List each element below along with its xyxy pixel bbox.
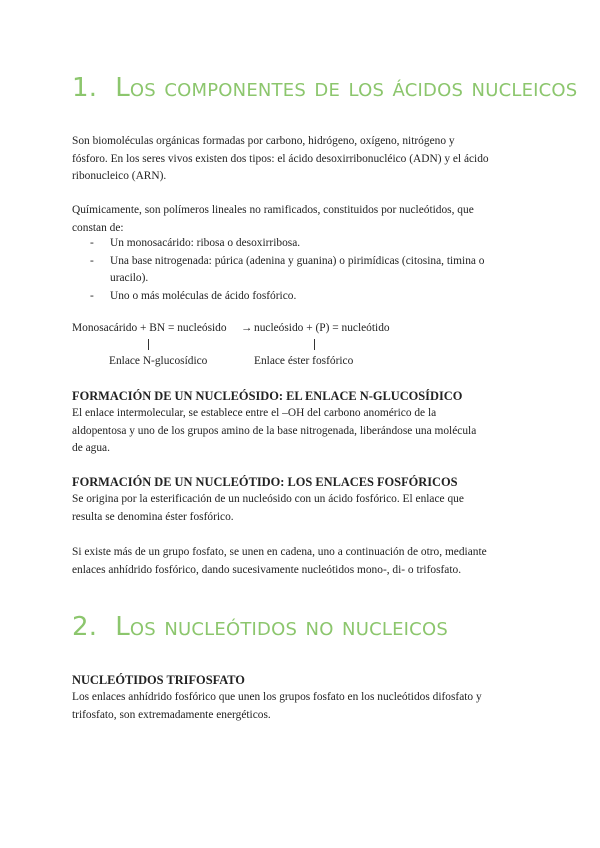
list-item-text: uracilo). <box>110 272 149 285</box>
triphosphate-line: trifosfato, son extremadamente energéticos. <box>72 708 271 721</box>
section-1-heading <box>72 73 577 103</box>
list-item-text: Uno o más moléculas de ácido fosfórico. <box>110 289 297 302</box>
triphosphate-line: Los enlaces anhídrido fosfórico que unen los grupos fosfato en los nucleótidos difosfato y <box>72 691 482 703</box>
section-2-heading <box>72 612 448 642</box>
chemistry-paragraph <box>72 202 528 237</box>
list-item-text: Una base nitrogenada: púrica (adenina y guanina) o pirimídicas (citosina, timina o <box>110 254 485 267</box>
nucleoside-paragraph <box>72 405 528 458</box>
triphosphate-heading: NUCLEÓTIDOS TRIFOSFATO <box>72 673 245 687</box>
list-item <box>72 288 528 306</box>
section-1-number: 1. <box>72 73 98 103</box>
intro-line: Son biomoléculas orgánicas formadas por carbono, hidrógeno, oxígeno, nitrógeno y <box>72 135 455 147</box>
list-item-text: Un monosacárido: ribosa o desoxirribosa. <box>110 237 301 249</box>
list-dash: - <box>90 289 94 302</box>
section-2-title: Los nucleótidos no nucleicos <box>115 612 448 642</box>
nucleotide-line: resulta se denomina éster fosfórico. <box>72 510 234 523</box>
formula-connector-1 <box>148 339 149 350</box>
formula-connector-2 <box>314 339 315 350</box>
nucleoside-line: El enlace intermolecular, se establece entre el –OH del carbono anomérico de la <box>72 407 437 419</box>
nucleotide-paragraph <box>72 491 528 526</box>
intro-line: ribonucleico (ARN). <box>72 170 167 183</box>
nucleotide-heading: FORMACIÓN DE UN NUCLEÓTIDO: LOS ENLACES FOSFÓRICOS <box>72 475 458 489</box>
formula-label-1: Enlace N-glucosídico <box>109 355 208 367</box>
nucleotide-line: Se origina por la esterificación de un nucleósido con un ácido fosfórico. El enlace que <box>72 493 464 505</box>
nucleoside-line: de agua. <box>72 442 110 455</box>
list-dash: - <box>90 237 94 249</box>
intro-paragraph <box>72 133 528 186</box>
chemistry-line: Químicamente, son polímeros lineales no ramificados, constituidos por nucleótidos, que <box>72 204 474 216</box>
components-list <box>72 235 528 305</box>
formula-label-2: Enlace éster fosfórico <box>254 355 354 367</box>
nucleoside-line: aldopentosa y uno de los grupos amino de la base nitrogenada, liberándose una molécula <box>72 424 477 437</box>
formula-part-1: Monosacárido + BN = nucleósido <box>72 322 227 334</box>
formula-part-2: nucleósido + (P) = nucleótido <box>254 322 390 334</box>
nucleoside-heading: FORMACIÓN DE UN NUCLEÓSIDO: EL ENLACE N-GLUCOSÍDICO <box>72 389 463 403</box>
phosphate-chain-paragraph <box>72 544 528 579</box>
section-2-number: 2. <box>72 612 98 642</box>
phosphate-chain-line: enlaces anhídrido fosfórico, dando sucesivamente nucleótidos mono-, di- o trifosfato. <box>72 563 462 576</box>
chemistry-line: constan de: <box>72 221 124 234</box>
intro-line: fósforo. En los seres vivos existen dos tipos: el ácido desoxirribonucléico (ADN) y el ácido <box>72 152 489 165</box>
triphosphate-paragraph <box>72 689 528 724</box>
section-1-title: Los componentes de los ácidos nucleicos <box>115 73 578 103</box>
phosphate-chain-line: Si existe más de un grupo fosfato, se unen en cadena, uno a continuación de otro, mediante <box>72 546 487 558</box>
arrow-icon: → <box>241 322 253 334</box>
list-item <box>72 235 528 253</box>
list-item <box>72 253 528 288</box>
list-dash: - <box>90 254 94 267</box>
